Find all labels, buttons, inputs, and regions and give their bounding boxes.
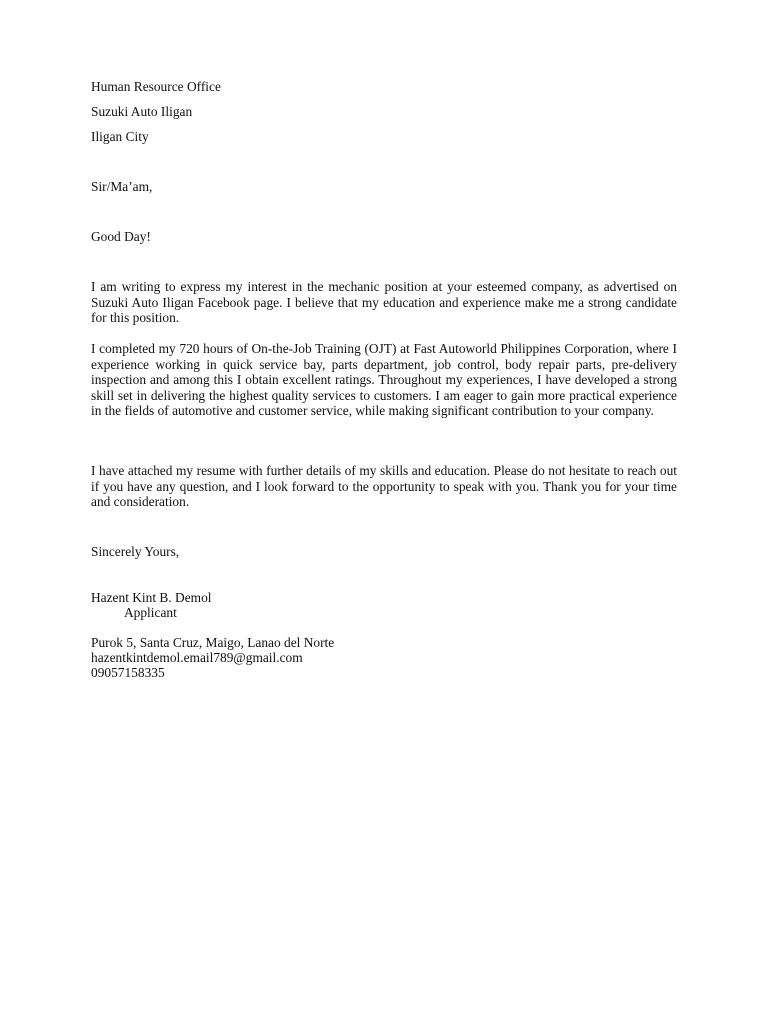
body-paragraph-3 bbox=[91, 463, 677, 510]
paragraph-text: I am writing to express my interest in the mechanic position at your esteemed company, as advertised on Suzuki Auto Iligan Facebook page. I believe that my education and experience make me a strong candidate for this position. bbox=[91, 279, 677, 326]
contact-email: hazentkintdemol.email789@gmail.com bbox=[91, 650, 303, 665]
recipient-city: Iligan City bbox=[91, 129, 149, 144]
paragraph-text: I have attached my resume with further details of my skills and education. Please do not hesitate to reach out if you have any question, and I look forward to the opportunity to speak with you. Thank you for your time and consideration. bbox=[91, 463, 677, 510]
body-paragraph-1 bbox=[91, 279, 677, 326]
closing: Sincerely Yours, bbox=[91, 544, 180, 559]
recipient-company: Suzuki Auto Iligan bbox=[91, 104, 193, 119]
paragraph-text: I completed my 720 hours of On-the-Job Training (OJT) at Fast Autoworld Philippines Corporation, where I experience working in quick service bay, parts department, job control, body repair parts, pre-delivery inspection and among this I obtain excellent ratings. Throughout my experiences, I have developed a strong skill set in delivering the highest quality services to customers. I am eager to gain more practical experience in the fields of automotive and customer service, while making significant contribution to your company. bbox=[91, 341, 677, 419]
salutation: Sir/Ma’am, bbox=[91, 179, 153, 194]
signature-name: Hazent Kint B. Demol bbox=[91, 590, 212, 605]
contact-phone: 09057158335 bbox=[91, 665, 165, 680]
signature-title: Applicant bbox=[124, 605, 177, 620]
body-paragraph-2 bbox=[91, 341, 677, 419]
recipient-office: Human Resource Office bbox=[91, 79, 221, 94]
contact-address: Purok 5, Santa Cruz, Maigo, Lanao del Norte bbox=[91, 635, 335, 650]
greeting: Good Day! bbox=[91, 229, 151, 244]
